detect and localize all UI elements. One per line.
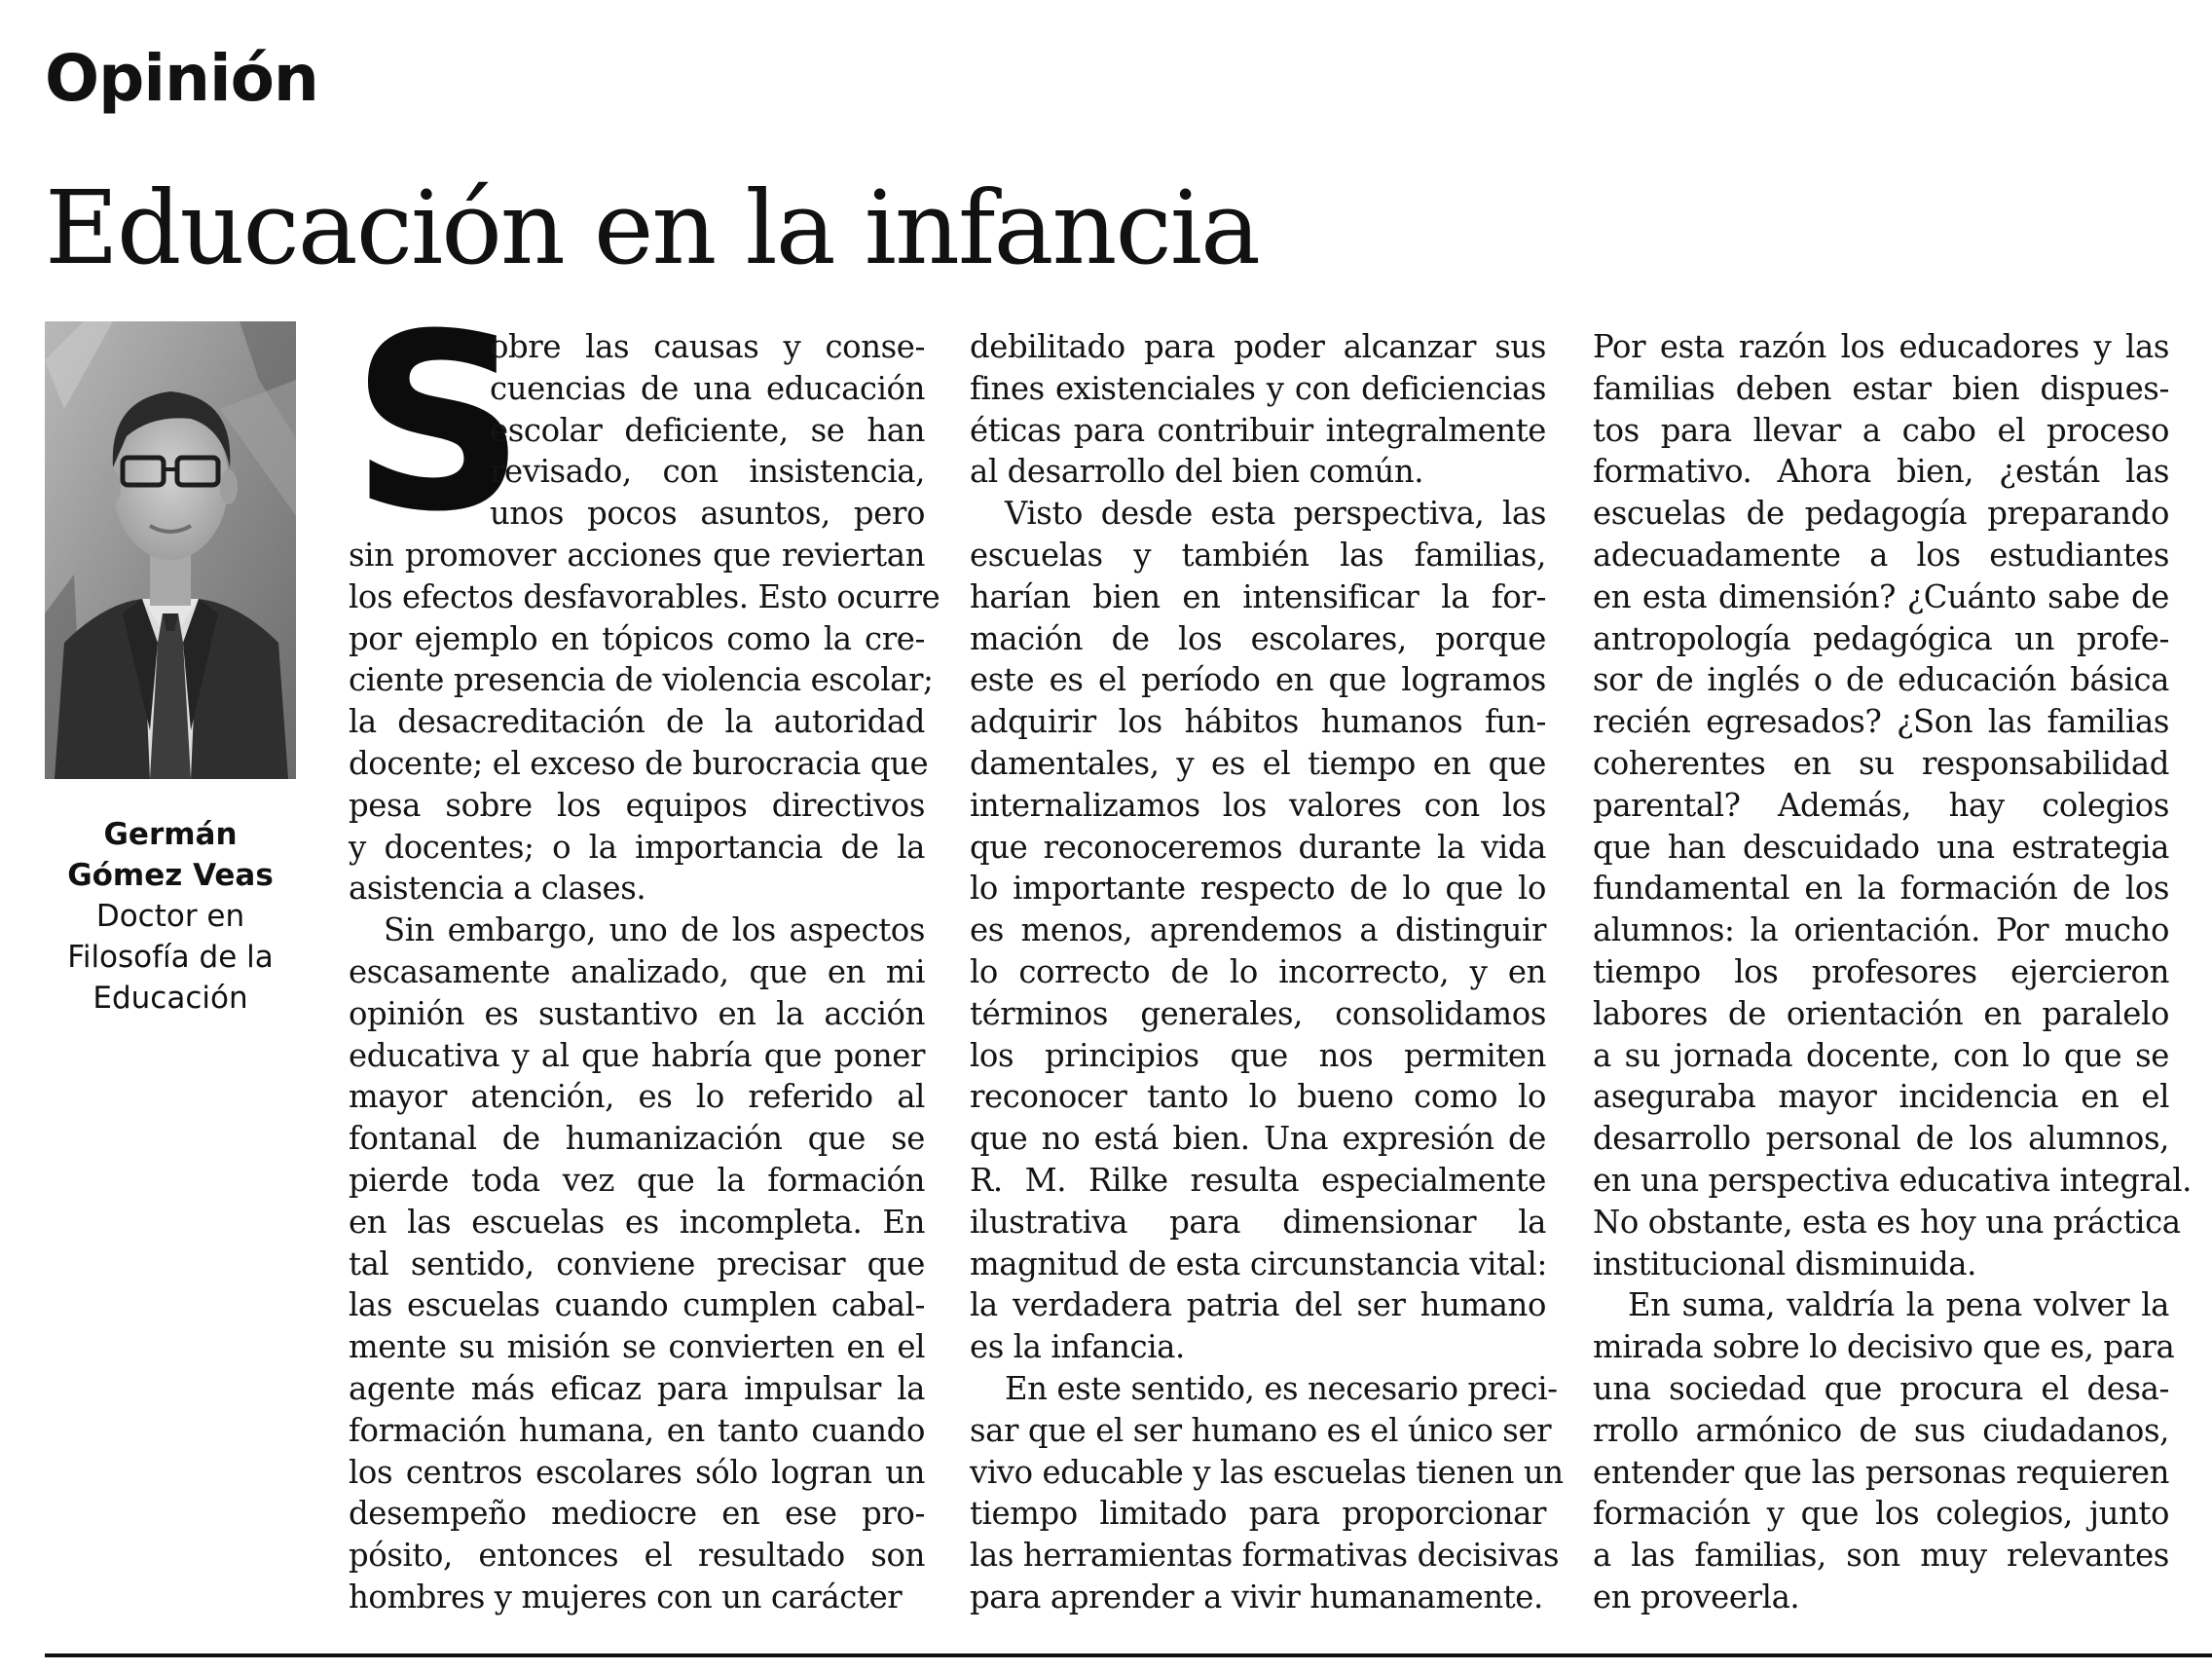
article-text-line: fundamental en la formación de los: [1593, 870, 2169, 908]
article-text-line: Por esta razón los educadores y las: [1593, 328, 2169, 365]
article-text-line: que no está bien. Una expresión de: [970, 1120, 1546, 1158]
article-text-line: tiempo los profesores ejercieron: [1593, 952, 2169, 990]
article-column-3: [1593, 326, 2193, 1618]
article-text-line: términos generales, consolidamos: [970, 994, 1546, 1032]
article-text-line: parental? Además, hay colegios: [1593, 786, 2169, 824]
article-text-line: éticas para contribuir integralmente: [970, 411, 1546, 449]
article-text-line: escasamente analizado, que en mi: [349, 952, 925, 990]
article-text-line: agente más eficaz para impulsar la: [349, 1369, 925, 1407]
article-text-line: desempeño mediocre en ese pro-: [349, 1495, 925, 1533]
article-text-line: adecuadamente a los estudiantes: [1593, 536, 2169, 574]
article-text-line: R. M. Rilke resulta especialmente: [970, 1161, 1546, 1199]
article-text-line: este es el período en que logramos: [970, 661, 1546, 699]
drop-cap: S: [350, 281, 527, 565]
article-text-line: es menos, aprendemos a distinguir: [970, 911, 1546, 949]
article-text-line: Sin embargo, uno de los aspectos: [384, 911, 925, 949]
article-text-line: hombres y mujeres con un carácter: [349, 1578, 903, 1615]
article-column-1: [349, 326, 940, 1618]
section-label: Opinión: [45, 41, 318, 116]
article-text-line: tal sentido, conviene precisar que: [349, 1244, 925, 1282]
article-text-line: sin promover acciones que reviertan: [349, 536, 925, 574]
article-text-line: a su jornada docente, con lo que se: [1593, 1036, 2169, 1074]
article-text-line: escuelas de pedagogía preparando: [1593, 495, 2169, 533]
headline: Educación en la infancia: [45, 168, 1260, 287]
article-text-line: opinión es sustantivo en la acción: [349, 994, 925, 1032]
article-text-line: los centros escolares sólo logran un: [349, 1453, 925, 1491]
article-text-line: a las familias, son muy relevantes: [1593, 1537, 2169, 1575]
article-text-line: debilitado para poder alcanzar sus: [970, 328, 1546, 365]
article-text-line: tiempo limitado para proporcionar: [970, 1495, 1546, 1533]
article-text-line: vivo educable y las escuelas tienen un: [970, 1453, 1564, 1491]
author-name-first: Germán: [103, 817, 238, 852]
article-text-line: las herramientas formativas decisivas: [970, 1537, 1560, 1575]
article-text-line: ciente presencia de violencia escolar;: [349, 661, 934, 699]
author-name-last: Gómez Veas: [67, 858, 274, 893]
author-role-line: Doctor en: [95, 899, 245, 934]
article-text-line: las escuelas cuando cumplen cabal-: [349, 1286, 925, 1324]
article-text-line: los efectos desfavorables. Esto ocurre: [349, 577, 940, 615]
article-text-line: revisado, con insistencia,: [490, 453, 925, 491]
article-text-line: institucional disminuida.: [1593, 1244, 1976, 1282]
article-text-line: En suma, valdría la pena volver la: [1628, 1286, 2169, 1324]
article-text-line: es la infancia.: [970, 1328, 1185, 1366]
article-text-line: No obstante, esta es hoy una práctica: [1593, 1203, 2181, 1241]
article-text-line: escuelas y también las familias,: [970, 536, 1546, 574]
article-text-line: los principios que nos permiten: [970, 1036, 1546, 1074]
article-text-line: adquirir los hábitos humanos fun-: [970, 703, 1546, 741]
article-text-line: formación y que los colegios, junto: [1593, 1495, 2169, 1533]
article-text-line: Visto desde esta perspectiva, las: [1005, 495, 1546, 533]
article-text-line: por ejemplo en tópicos como la cre-: [349, 619, 925, 657]
article-text-line: lo correcto de lo incorrecto, y en: [970, 952, 1546, 990]
article-text-line: asistencia a clases.: [349, 870, 646, 908]
article-text-line: lo importante respecto de lo que lo: [970, 870, 1546, 908]
article-text-line: sar que el ser humano es el único ser: [970, 1411, 1552, 1449]
article-text-line: aseguraba mayor incidencia en el: [1593, 1078, 2169, 1116]
article-text-line: en esta dimensión? ¿Cuánto sabe de: [1593, 577, 2169, 615]
article-text-line: sor de inglés o de educación básica: [1593, 661, 2169, 699]
article-text-line: en las escuelas es incompleta. En: [349, 1203, 925, 1241]
article-text-line: antropología pedagógica un profe-: [1593, 619, 2169, 657]
article-text-line: y docentes; o la importancia de la: [349, 828, 925, 866]
article-text-line: docente; el exceso de burocracia que: [349, 744, 929, 782]
article-text-line: unos pocos asuntos, pero: [490, 495, 925, 533]
article-text-line: obre las causas y conse-: [490, 328, 925, 365]
article-text-line: educativa y al que habría que poner: [349, 1036, 925, 1074]
article-text-line: fines existenciales y con deficiencias: [970, 369, 1546, 407]
article-text-line: la desacreditación de la autoridad: [349, 703, 925, 741]
article-text-line: alumnos: la orientación. Por mucho: [1593, 911, 2169, 949]
article-text-line: pósito, entonces el resultado son: [349, 1537, 925, 1575]
article-text-line: la verdadera patria del ser humano: [970, 1286, 1546, 1324]
bottom-rule: [45, 1653, 2212, 1657]
article-text-line: escolar deficiente, se han: [490, 411, 925, 449]
article-text-line: pesa sobre los equipos directivos: [349, 786, 925, 824]
article-text-line: rrollo armónico de sus ciudadanos,: [1593, 1411, 2169, 1449]
article-text-line: magnitud de esta circunstancia vital:: [970, 1244, 1547, 1282]
article-text-line: reconocer tanto lo bueno como lo: [970, 1078, 1546, 1116]
article-text-line: ilustrativa para dimensionar la: [970, 1203, 1546, 1241]
article-text-line: En este sentido, es necesario preci-: [1005, 1369, 1558, 1407]
author-role-line: Filosofía de la: [67, 940, 274, 975]
article-text-line: recién egresados? ¿Son las familias: [1593, 703, 2169, 741]
article-text-line: tos para llevar a cabo el proceso: [1593, 411, 2169, 449]
article-column-2: [970, 326, 1564, 1618]
article-text-line: mación de los escolares, porque: [970, 619, 1546, 657]
article-text-line: familias deben estar bien dispues-: [1593, 369, 2169, 407]
article-text-line: que han descuidado una estrategia: [1593, 828, 2169, 866]
author-photo: [45, 321, 296, 779]
article-text-line: labores de orientación en paralelo: [1593, 994, 2169, 1032]
article-text-line: mayor atención, es lo referido al: [349, 1078, 925, 1116]
article-text-line: entender que las personas requieren: [1593, 1453, 2169, 1491]
article-text-line: formativo. Ahora bien, ¿están las: [1593, 453, 2169, 491]
article-text-line: desarrollo personal de los alumnos,: [1593, 1120, 2169, 1158]
article-text-line: al desarrollo del bien común.: [970, 453, 1424, 491]
article-text-line: pierde toda vez que la formación: [349, 1161, 925, 1199]
article-text-line: harían bien en intensificar la for-: [970, 577, 1546, 615]
article-text-line: coherentes en su responsabilidad: [1593, 744, 2169, 782]
article-text-line: en proveerla.: [1593, 1578, 1800, 1615]
article-text-line: una sociedad que procura el desa-: [1593, 1369, 2169, 1407]
article-text-line: damentales, y es el tiempo en que: [970, 744, 1546, 782]
author-role-line: Educación: [92, 981, 248, 1016]
article-text-line: que reconoceremos durante la vida: [970, 828, 1546, 866]
article-text-line: para aprender a vivir humanamente.: [970, 1578, 1543, 1615]
article-text-line: fontanal de humanización que se: [349, 1120, 925, 1158]
article-text-line: formación humana, en tanto cuando: [349, 1411, 925, 1449]
article-text-line: mirada sobre lo decisivo que es, para: [1593, 1328, 2175, 1366]
article-text-line: en una perspectiva educativa integral.: [1593, 1161, 2193, 1199]
article-text-line: internalizamos los valores con los: [970, 786, 1546, 824]
article-text-line: mente su misión se convierten en el: [349, 1328, 925, 1366]
article-text-line: cuencias de una educación: [490, 369, 925, 407]
author-byline: [39, 814, 302, 1019]
